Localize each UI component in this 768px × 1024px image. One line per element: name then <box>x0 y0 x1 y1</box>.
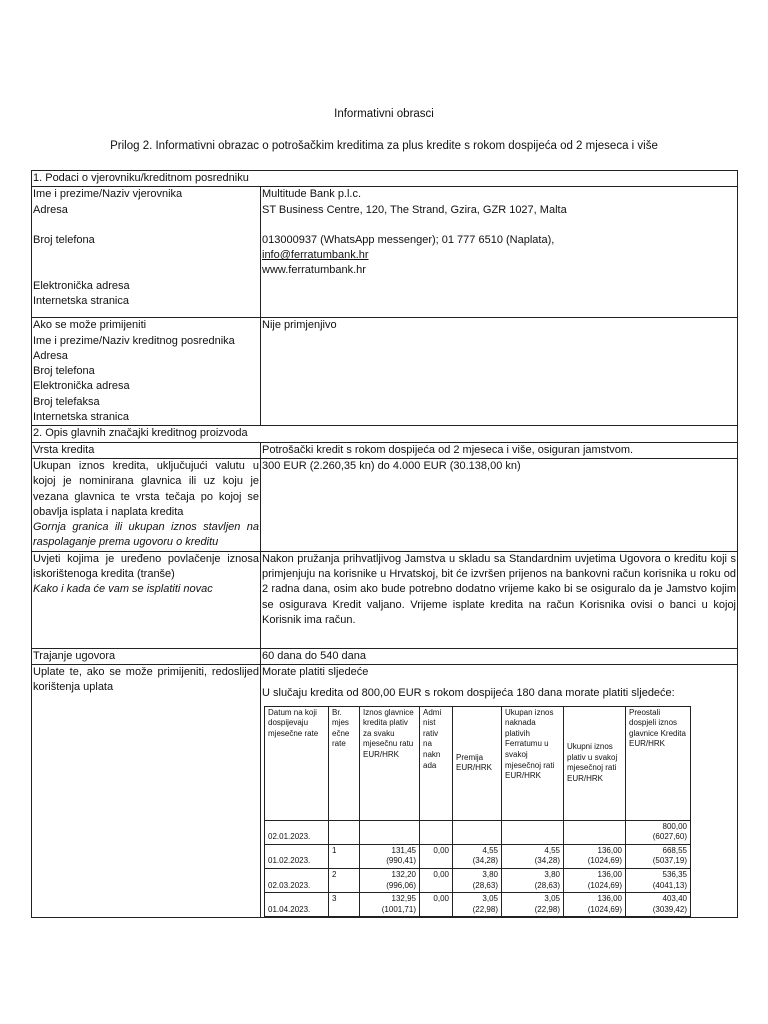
row-admin-fee: 0,00 <box>420 844 453 868</box>
creditor-phone-value: 013000937 (WhatsApp messenger); 01 777 6510 (Naplata), <box>262 233 555 246</box>
row-total-fees: 4,55 (34,28) <box>502 844 564 868</box>
row-admin-fee: 0,00 <box>420 893 453 917</box>
row-principal <box>360 820 420 844</box>
row-date: 02.03.2023. <box>265 869 329 893</box>
row-admin-fee <box>420 820 453 844</box>
payments-line1: Morate platiti sljedeće <box>262 666 369 679</box>
creditor-email-label: Elektronička adresa <box>33 280 130 293</box>
intermediary-value: Nije primjenjivo <box>261 318 738 426</box>
row-premium <box>453 820 502 844</box>
credit-type-label: Vrsta kredita <box>32 442 261 458</box>
row-installment-no: 2 <box>329 869 360 893</box>
header-due-date: Datum na koji dospijevaju mjesečne rate <box>265 706 329 820</box>
row-remaining: 536,35 (4041,13) <box>626 869 691 893</box>
payment-schedule-table <box>264 706 691 918</box>
payment-row <box>265 820 691 844</box>
row-total-payable <box>564 820 626 844</box>
row-remaining: 800,00 (6027,60) <box>626 820 691 844</box>
row-installment-no <box>329 820 360 844</box>
credit-amount-value: 300 EUR (2.260,35 kn) do 4.000 EUR (30.138,00 kn) <box>261 458 738 551</box>
payments-cell <box>261 665 738 918</box>
creditor-name-label: Ime i prezime/Naziv vjerovnika <box>33 188 183 201</box>
row-total-fees: 3,05 (22,98) <box>502 893 564 917</box>
row-date: 02.01.2023. <box>265 820 329 844</box>
intermediary-phone-label: Broj telefona <box>33 365 95 378</box>
credit-amount-label-cell <box>32 458 261 551</box>
duration-value: 60 dana do 540 dana <box>261 648 738 664</box>
row-principal: 131,45 (990,41) <box>360 844 420 868</box>
section2-heading: 2. Opis glavnih značajki kreditnog proizvoda <box>32 426 738 442</box>
document-subtitle: Prilog 2. Informativni obrazac o potrošačkim kreditima za plus kredite s rokom dospijeća od 2 mjeseca i više <box>110 140 658 152</box>
payment-row <box>265 893 691 917</box>
row-installment-no: 1 <box>329 844 360 868</box>
row-total-fees: 3,80 (28,63) <box>502 869 564 893</box>
header-premium: Premija EUR/HRK <box>453 706 502 820</box>
row-remaining: 668,55 (5037,19) <box>626 844 691 868</box>
row-admin-fee: 0,00 <box>420 869 453 893</box>
intermediary-name-label: Ime i prezime/Naziv kreditnog posrednika <box>33 334 235 347</box>
creditor-labels <box>32 187 261 318</box>
drawdown-value: Nakon pružanja prihvatljivog Jamstva u skladu sa Standardnim uvjetima Ugovora o kreditu koji s primjenjuju na korisnike u Hrvatskoj, bit će izvršen prijenos na bankovni račun korisnika u roku od 2 radna dana, osim ako bude potrebno dodatno vrijeme kako bi se osiguralo da je Jamstvo kojim se osigurava Kredit valjano. Vrijeme isplate kredita na račun Korisnika ovisi o banci u kojoj Korisnik ima račun. <box>261 551 738 648</box>
row-total-payable: 136,00 (1024,69) <box>564 844 626 868</box>
row-installment-no: 3 <box>329 893 360 917</box>
row-premium: 4,55 (34,28) <box>453 844 502 868</box>
section1-heading: 1. Podaci o vjerovniku/kreditnom posredniku <box>32 171 738 187</box>
document-title: Informativni obrasci <box>334 108 434 120</box>
intermediary-heading: Ako se može primijeniti <box>33 319 147 332</box>
duration-label: Trajanje ugovora <box>32 648 261 664</box>
header-total-payable: Ukupni iznos plativ u svakoj mjesečnoj rati EUR/HRK <box>564 706 626 820</box>
creditor-name-value: Multitude Bank p.l.c. <box>262 188 362 201</box>
row-total-fees <box>502 820 564 844</box>
row-total-payable: 136,00 (1024,69) <box>564 869 626 893</box>
header-total-fees: Ukupan iznos naknada plativih Ferratumu u svakoj mjesečnoj rati EUR/HRK <box>502 706 564 820</box>
intermediary-web-label: Internetska stranica <box>33 411 129 424</box>
row-date: 01.02.2023. <box>265 844 329 868</box>
intermediary-email-label: Elektronička adresa <box>33 380 130 393</box>
intermediary-fax-label: Broj telefaksa <box>33 395 100 408</box>
intermediary-address-label: Adresa <box>33 349 68 362</box>
creditor-web-label: Internetska stranica <box>33 295 129 308</box>
payments-label: Uplate te, ako se može primijeniti, redoslijed korištenja uplata <box>32 665 261 918</box>
drawdown-note: Kako i kada će vam se isplatiti novac <box>33 583 213 596</box>
header-principal: Iznos glavnice kredita plativ za svaku mjesečnu ratu EUR/HRK <box>360 706 420 820</box>
payment-row <box>265 844 691 868</box>
row-principal: 132,95 (1001,71) <box>360 893 420 917</box>
header-admin-fee: Admi nist rativ na nakn ada <box>420 706 453 820</box>
creditor-web-value[interactable]: www.ferratumbank.hr <box>262 264 366 277</box>
row-total-payable: 136,00 (1024,69) <box>564 893 626 917</box>
row-principal: 132,20 (996,06) <box>360 869 420 893</box>
row-date: 01.04.2023. <box>265 893 329 917</box>
creditor-address-value: ST Business Centre, 120, The Strand, Gzira, GZR 1027, Malta <box>262 203 567 216</box>
payments-line2: U slučaju kredita od 800,00 EUR s rokom dospijeća 180 dana morate platiti sljedeće: <box>262 687 675 700</box>
row-premium: 3,80 (28,63) <box>453 869 502 893</box>
creditor-address-label: Adresa <box>33 203 68 216</box>
information-form-table <box>31 170 738 918</box>
credit-amount-note: Gornja granica ili ukupan iznos stavljen na raspolaganje prema ugovoru o kreditu <box>33 521 259 549</box>
row-premium: 3,05 (22,98) <box>453 893 502 917</box>
header-installment-no: Br. mjes ečne rate <box>329 706 360 820</box>
credit-amount-label: Ukupan iznos kredita, uključujući valutu u kojoj je nominirana glavnica ili uz koju je vezana glavnica te vrsta tečaja po kojoj se obavlja isplata i naplata kredita <box>33 459 259 518</box>
intermediary-labels <box>32 318 261 426</box>
drawdown-label: Uvjeti kojima je uređeno povlačenje iznosa iskorištenoga kredita (tranše) <box>33 552 259 581</box>
row-remaining: 403,40 (3039,42) <box>626 893 691 917</box>
header-remaining-principal: Preostali dospjeli iznos glavnice Kredita EUR/HRK <box>626 706 691 820</box>
creditor-values <box>261 187 738 318</box>
creditor-phone-label: Broj telefona <box>33 233 95 246</box>
credit-type-value: Potrošački kredit s rokom dospijeća od 2 mjeseca i više, osiguran jamstvom. <box>261 442 738 458</box>
drawdown-label-cell <box>32 551 261 648</box>
creditor-email-link[interactable]: info@ferratumbank.hr <box>262 249 369 262</box>
payment-row <box>265 869 691 893</box>
